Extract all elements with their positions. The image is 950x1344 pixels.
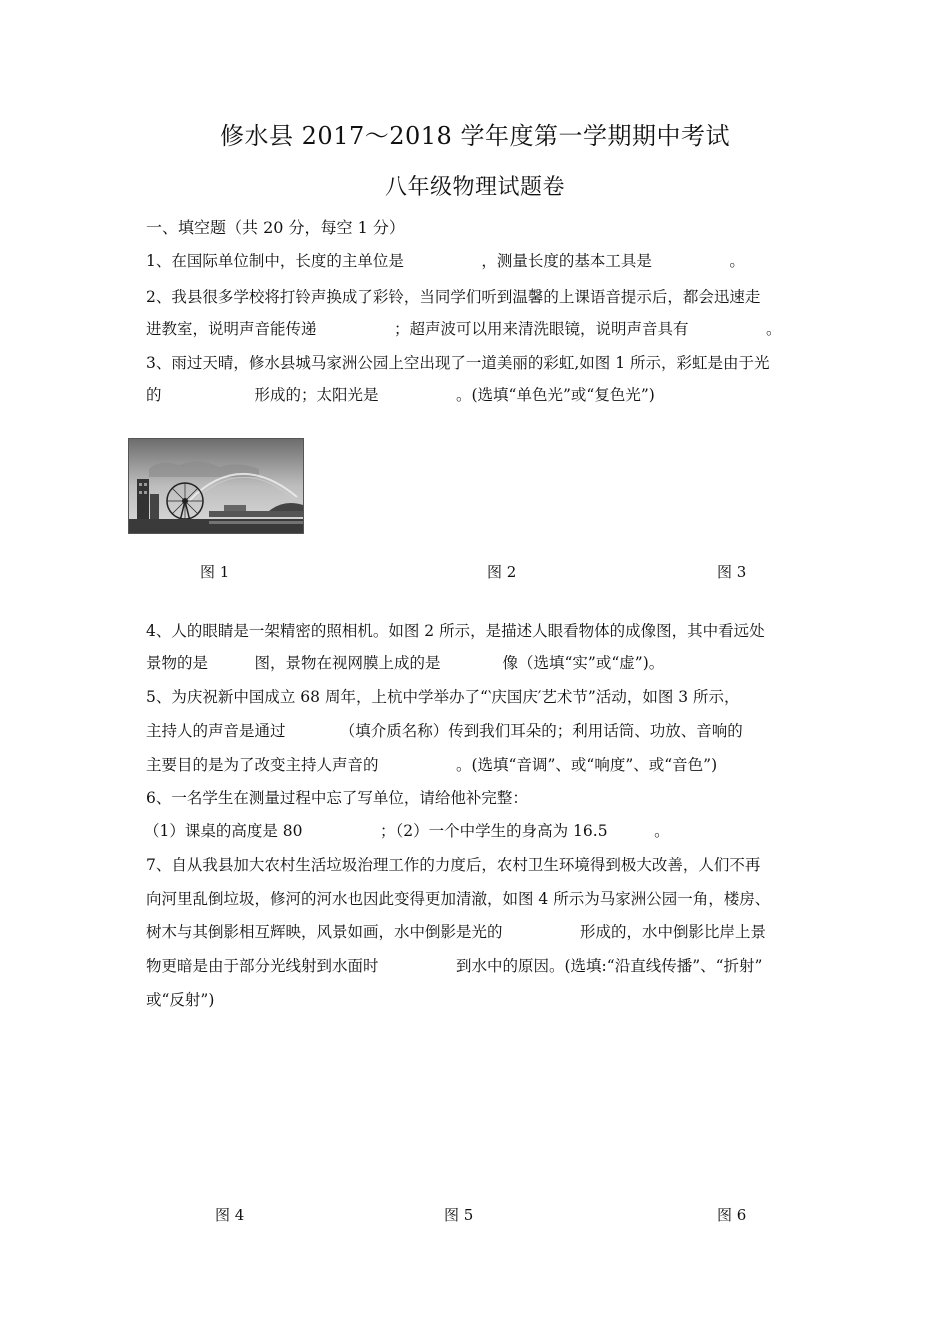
rainbow-park-photo	[128, 438, 304, 534]
question-line: 景物的是 图，景物在视网膜上成的是 像（选填“实”或“虚”)。	[146, 654, 665, 672]
question-line: 1、在国际单位制中，长度的主单位是 ，测量长度的基本工具是 。	[146, 252, 745, 270]
question-line: 进教室，说明声音能传递 ；超声波可以用来清洗眼镜，说明声音具有 。	[146, 320, 782, 338]
rainbow-park-image	[129, 439, 303, 533]
figure-caption-1: 图 1	[200, 563, 230, 581]
question-line: 3、雨过天晴，修水县城马家洲公园上空出现了一道美丽的彩虹,如图 1 所示，彩虹是由于光	[146, 354, 770, 372]
figure-caption-6: 图 6	[717, 1206, 747, 1224]
question-line: 或“反射”)	[146, 991, 215, 1009]
question-line: 主要目的是为了改变主持人声音的 。(选填“音调”、或“响度”、或“音色”)	[146, 756, 718, 774]
figure-caption-5: 图 5	[444, 1206, 474, 1224]
section-heading: 一、填空题（共 20 分，每空 1 分）	[146, 218, 405, 237]
question-line: 7、自从我县加大农村生活垃圾治理工作的力度后，农村卫生环境得到极大改善，人们不再	[146, 856, 761, 874]
question-line: 主持人的声音是通过 （填介质名称）传到我们耳朵的；利用话筒、功放、音响的	[146, 722, 743, 740]
question-line: 树木与其倒影相互辉映，风景如画，水中倒影是光的 形成的，水中倒影比岸上景	[146, 923, 767, 941]
question-line: （1）课桌的高度是 80 ；（2）一个中学生的身高为 16.5 。	[144, 822, 670, 840]
question-line: 物更暗是由于部分光线射到水面时 到水中的原因。(选填:“沿直线传播”、“折射”	[146, 957, 763, 975]
figure-caption-2: 图 2	[487, 563, 517, 581]
figure-caption-3: 图 3	[717, 563, 747, 581]
exam-subtitle: 八年级物理试题卷	[384, 175, 565, 200]
figure-caption-4: 图 4	[215, 1206, 245, 1224]
question-line: 的 形成的；太阳光是 。(选填“单色光”或“复色光”)	[146, 386, 655, 404]
question-line: 2、我县很多学校将打铃声换成了彩铃，当同学们听到温馨的上课语音提示后，都会迅速走	[146, 288, 761, 306]
question-line: 向河里乱倒垃圾，修河的河水也因此变得更加清澈，如图 4 所示为马家洲公园一角，楼房、	[146, 890, 771, 908]
question-line: 6、一名学生在测量过程中忘了写单位，请给他补完整：	[146, 789, 528, 807]
question-line: 5、为庆祝新中国成立 68 周年，上杭中学举办了“‵庆国庆′艺术节”活动，如图 3 所示，	[146, 688, 740, 706]
question-line: 4、人的眼睛是一架精密的照相机。如图 2 所示，是描述人眼看物体的成像图，其中看远处	[146, 622, 765, 640]
exam-title: 修水县 2017～2018 学年度第一学期期中考试	[220, 122, 730, 150]
